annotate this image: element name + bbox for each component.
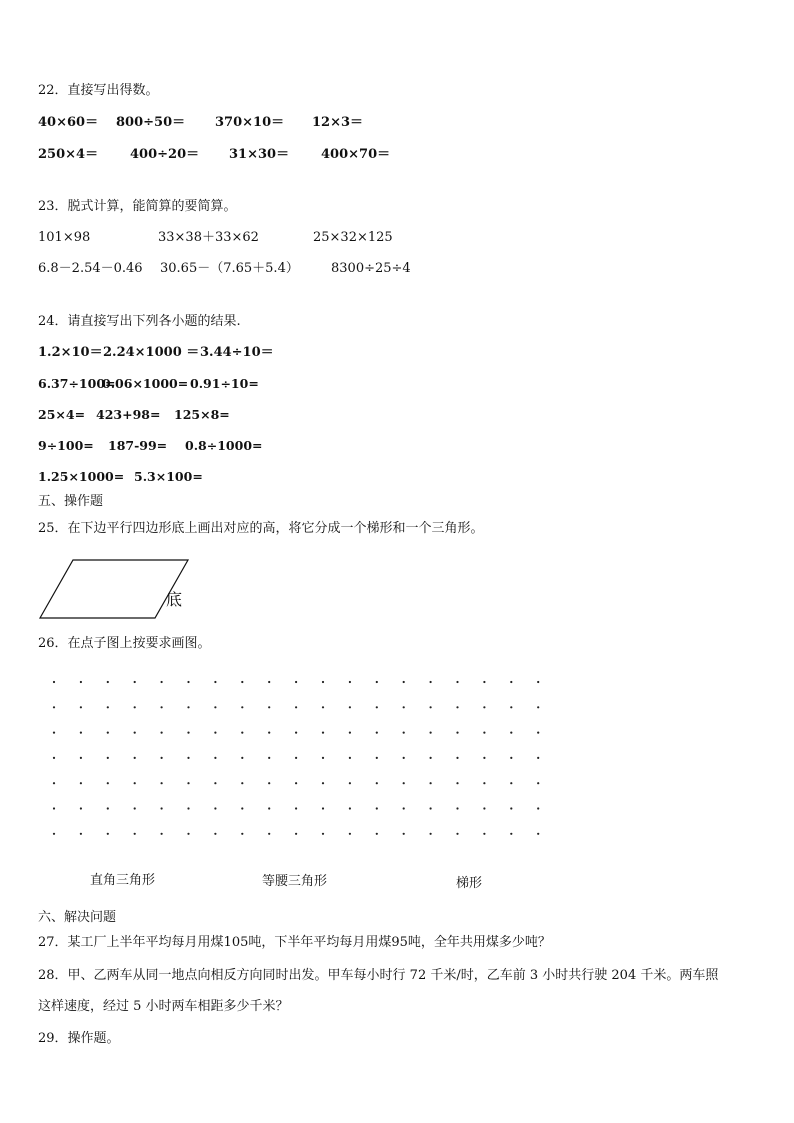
grid-dot xyxy=(456,782,458,784)
grid-dot xyxy=(349,732,351,734)
grid-dot xyxy=(214,782,216,784)
grid-dot xyxy=(107,706,109,708)
grid-dot xyxy=(268,732,270,734)
q24-r3-c3: 125×8= xyxy=(174,407,230,422)
q22-r1-c1: 40×60＝ xyxy=(38,115,99,130)
grid-dot xyxy=(537,757,539,759)
grid-dot xyxy=(161,807,163,809)
grid-dot xyxy=(456,807,458,809)
grid-dot xyxy=(537,833,539,835)
grid-dot xyxy=(430,706,432,708)
q23-title: 23．脱式计算，能简算的要简算。 xyxy=(38,199,237,214)
q23-r2-c2: 30.65－（7.65＋5.4） xyxy=(160,261,299,276)
grid-dot xyxy=(376,732,378,734)
grid-dot xyxy=(322,782,324,784)
grid-dot xyxy=(322,807,324,809)
grid-dot xyxy=(187,833,189,835)
grid-dot xyxy=(537,807,539,809)
grid-dot xyxy=(161,681,163,683)
grid-dot xyxy=(134,681,136,683)
grid-dot xyxy=(456,833,458,835)
grid-dot xyxy=(403,782,405,784)
grid-dot xyxy=(322,706,324,708)
grid-dot xyxy=(107,681,109,683)
grid-dot xyxy=(268,782,270,784)
q22-r2-c1: 250×4＝ xyxy=(38,147,99,162)
grid-dot xyxy=(134,833,136,835)
grid-dot xyxy=(483,807,485,809)
grid-dot xyxy=(107,757,109,759)
grid-dot xyxy=(241,706,243,708)
q24-r1-c1: 1.2×10＝ xyxy=(38,345,103,360)
grid-dot xyxy=(268,681,270,683)
grid-dot xyxy=(80,681,82,683)
q22-r2-c2: 400÷20＝ xyxy=(130,147,200,162)
grid-dot xyxy=(456,757,458,759)
grid-dot xyxy=(322,681,324,683)
label-isosceles-triangle: 等腰三角形 xyxy=(262,874,328,889)
q23-r2-c3: 8300÷25÷4 xyxy=(331,261,411,276)
grid-dot xyxy=(80,732,82,734)
grid-dot xyxy=(53,681,55,683)
grid-dot xyxy=(537,706,539,708)
grid-dot xyxy=(295,807,297,809)
grid-dot xyxy=(510,706,512,708)
grid-dot xyxy=(295,782,297,784)
grid-dot xyxy=(403,807,405,809)
grid-dot xyxy=(161,732,163,734)
grid-dot xyxy=(107,782,109,784)
q24-r2-c2: 0.06×1000= xyxy=(102,376,189,391)
q24-r4-c2: 187-99= xyxy=(108,438,168,453)
grid-dot xyxy=(456,732,458,734)
grid-dot xyxy=(510,681,512,683)
grid-dot xyxy=(376,782,378,784)
q24-r2-c1: 6.37÷100= xyxy=(38,376,116,391)
grid-dot xyxy=(322,732,324,734)
grid-dot xyxy=(214,681,216,683)
grid-dot xyxy=(430,782,432,784)
label-trapezoid: 梯形 xyxy=(456,876,483,891)
grid-dot xyxy=(537,681,539,683)
parallelogram-base-label: 底 xyxy=(166,590,183,609)
q29-text: 29．操作题。 xyxy=(38,1031,120,1046)
grid-dot xyxy=(456,681,458,683)
grid-dot xyxy=(349,706,351,708)
grid-dot xyxy=(376,757,378,759)
grid-dot xyxy=(403,833,405,835)
grid-dot xyxy=(295,681,297,683)
grid-dot xyxy=(161,782,163,784)
grid-dot xyxy=(483,732,485,734)
grid-dot xyxy=(134,732,136,734)
grid-dot xyxy=(53,757,55,759)
grid-dot xyxy=(403,732,405,734)
grid-dot xyxy=(483,757,485,759)
grid-dot xyxy=(80,807,82,809)
q24-r5-c1: 1.25×1000= xyxy=(38,469,125,484)
q24-r1-c2: 2.24×1000 ＝ xyxy=(103,345,200,360)
q24-r3-c2: 423+98= xyxy=(96,407,161,422)
q22-r2-c4: 400×70＝ xyxy=(321,147,391,162)
grid-dot xyxy=(134,757,136,759)
q23-r1-c1: 101×98 xyxy=(38,230,91,245)
grid-dot xyxy=(349,782,351,784)
q28-line-1: 28．甲、乙两车从同一地点向相反方向同时出发。甲车每小时行 72 千米/时，乙车前 3 小时共行驶 204 千米。两车照 xyxy=(38,968,719,983)
grid-dot xyxy=(510,807,512,809)
grid-dot xyxy=(403,757,405,759)
grid-dot xyxy=(53,807,55,809)
grid-dot xyxy=(214,706,216,708)
q22-r2-c3: 31×30＝ xyxy=(229,147,290,162)
grid-dot xyxy=(322,833,324,835)
grid-dot xyxy=(214,732,216,734)
q24-title: 24．请直接写出下列各小题的结果. xyxy=(38,314,241,329)
grid-dot xyxy=(295,732,297,734)
grid-dot xyxy=(241,807,243,809)
grid-dot xyxy=(295,757,297,759)
grid-dot xyxy=(241,732,243,734)
grid-dot xyxy=(187,757,189,759)
grid-dot xyxy=(295,833,297,835)
grid-dot xyxy=(107,732,109,734)
q24-r4-c1: 9÷100= xyxy=(38,438,94,453)
grid-dot xyxy=(187,681,189,683)
grid-dot xyxy=(430,807,432,809)
grid-dot xyxy=(268,807,270,809)
grid-dot xyxy=(537,732,539,734)
q25-title: 25．在下边平行四边形底上画出对应的高，将它分成一个梯形和一个三角形。 xyxy=(38,521,484,536)
grid-dot xyxy=(510,757,512,759)
grid-dot xyxy=(134,706,136,708)
grid-dot xyxy=(376,807,378,809)
grid-dot xyxy=(241,757,243,759)
q24-r5-c2: 5.3×100= xyxy=(134,469,203,484)
q28-line-2: 这样速度，经过 5 小时两车相距多少千米？ xyxy=(38,999,289,1014)
grid-dot xyxy=(134,782,136,784)
grid-dot xyxy=(80,757,82,759)
grid-dot xyxy=(349,681,351,683)
grid-dot xyxy=(161,757,163,759)
q22-r1-c4: 12×3＝ xyxy=(312,115,364,130)
grid-dot xyxy=(268,706,270,708)
grid-dot xyxy=(483,782,485,784)
q23-r2-c1: 6.8－2.54－0.46 xyxy=(38,261,143,276)
grid-dot xyxy=(376,706,378,708)
q24-r4-c3: 0.8÷1000= xyxy=(185,438,263,453)
grid-dot xyxy=(430,732,432,734)
grid-dot xyxy=(214,833,216,835)
label-right-triangle: 直角三角形 xyxy=(90,873,156,888)
grid-dot xyxy=(80,706,82,708)
grid-dot xyxy=(510,833,512,835)
grid-dot xyxy=(349,833,351,835)
grid-dot xyxy=(107,807,109,809)
grid-dot xyxy=(268,833,270,835)
grid-dot xyxy=(134,807,136,809)
grid-dot xyxy=(187,706,189,708)
grid-dot xyxy=(241,681,243,683)
grid-dot xyxy=(187,732,189,734)
grid-dot xyxy=(510,782,512,784)
grid-dot xyxy=(268,757,270,759)
q24-r2-c3: 0.91÷10= xyxy=(190,376,259,391)
grid-dot xyxy=(53,833,55,835)
grid-dot xyxy=(376,833,378,835)
grid-dot xyxy=(187,782,189,784)
grid-dot xyxy=(430,757,432,759)
q22-r1-c3: 370×10＝ xyxy=(215,115,285,130)
section-five-heading: 五、操作题 xyxy=(38,494,104,509)
q22-r1-c2: 800÷50＝ xyxy=(116,115,186,130)
grid-dot xyxy=(349,807,351,809)
q24-r1-c3: 3.44÷10＝ xyxy=(200,345,274,360)
grid-dot xyxy=(403,706,405,708)
grid-dot xyxy=(214,757,216,759)
grid-dot xyxy=(430,833,432,835)
grid-dot xyxy=(483,706,485,708)
grid-dot xyxy=(187,807,189,809)
grid-dot xyxy=(537,782,539,784)
grid-dot xyxy=(322,757,324,759)
grid-dot xyxy=(430,681,432,683)
grid-dot xyxy=(53,732,55,734)
grid-dot xyxy=(80,782,82,784)
q22-title: 22．直接写出得数。 xyxy=(38,83,159,98)
section-six-heading: 六、解决问题 xyxy=(38,910,117,925)
grid-dot xyxy=(53,706,55,708)
grid-dot xyxy=(80,833,82,835)
q24-r3-c1: 25×4= xyxy=(38,407,86,422)
grid-dot xyxy=(295,706,297,708)
grid-dot xyxy=(241,782,243,784)
grid-dot xyxy=(214,807,216,809)
q26-title: 26．在点子图上按要求画图。 xyxy=(38,636,211,651)
grid-dot xyxy=(456,706,458,708)
grid-dot xyxy=(483,681,485,683)
grid-dot xyxy=(510,732,512,734)
grid-dot xyxy=(349,757,351,759)
grid-dot xyxy=(241,833,243,835)
grid-dot xyxy=(161,833,163,835)
grid-dot xyxy=(403,681,405,683)
q23-r1-c3: 25×32×125 xyxy=(313,230,393,245)
q27-text: 27．某工厂上半年平均每月用煤105吨，下半年平均每月用煤95吨，全年共用煤多少吨？ xyxy=(38,935,551,950)
grid-dot xyxy=(107,833,109,835)
grid-dot xyxy=(376,681,378,683)
grid-dot xyxy=(483,833,485,835)
grid-dot xyxy=(161,706,163,708)
q23-r1-c2: 33×38＋33×62 xyxy=(158,230,259,245)
grid-dot xyxy=(53,782,55,784)
